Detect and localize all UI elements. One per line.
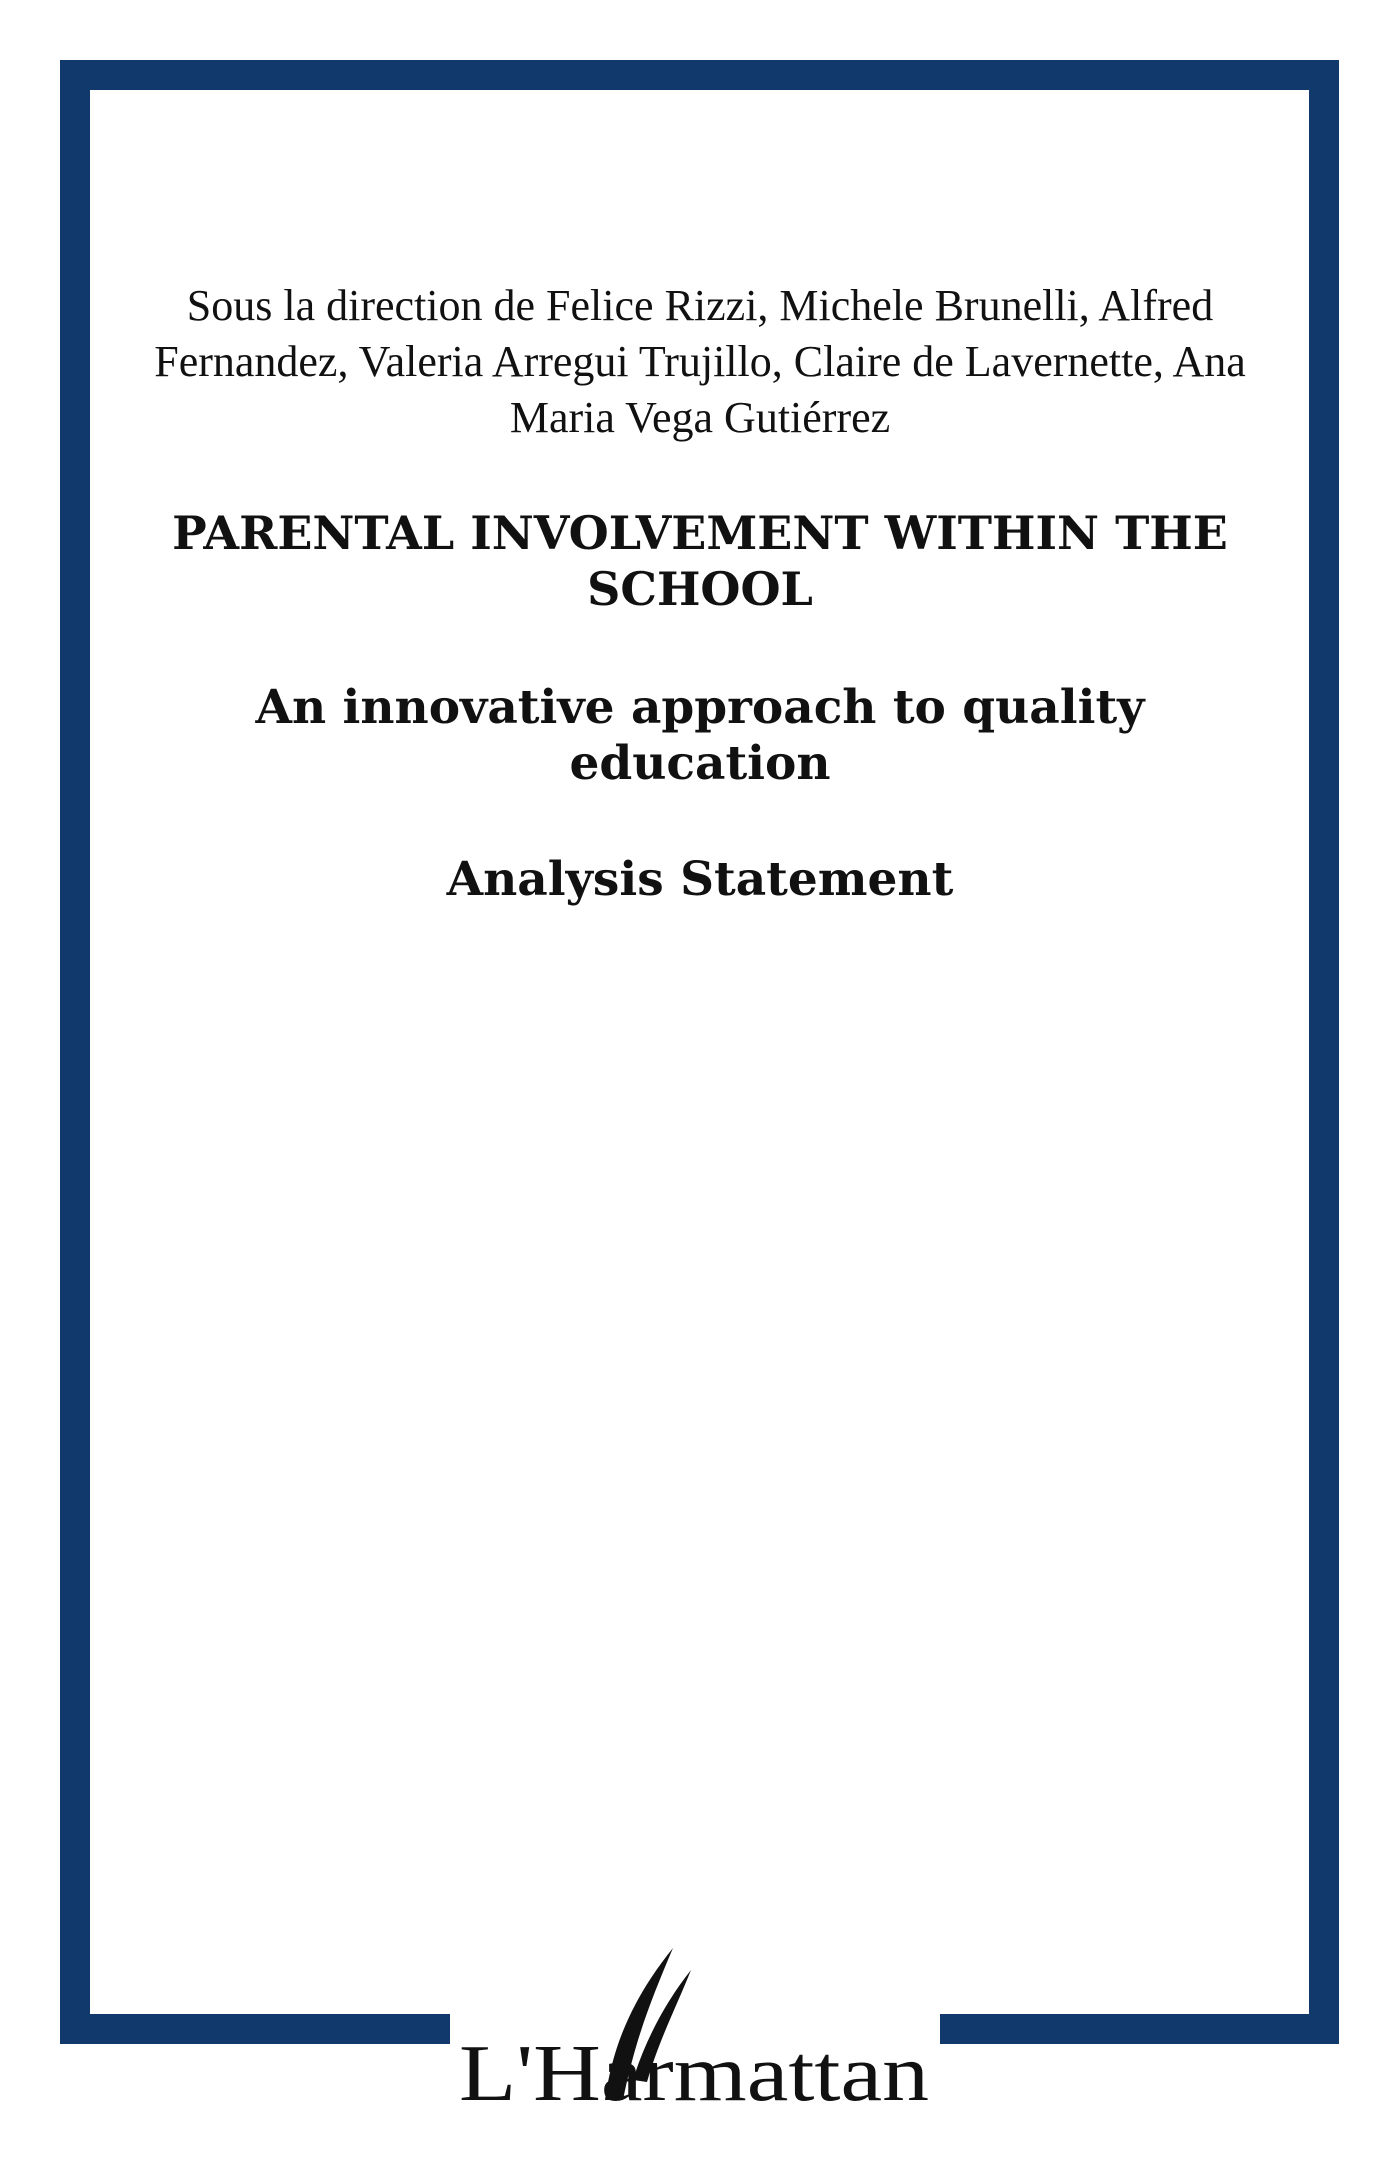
book-subtitle: An innovative approach to quality education bbox=[255, 680, 1145, 791]
book-subsubtitle: Analysis Statement bbox=[446, 852, 954, 907]
book-title: PARENTAL INVOLVEMENT WITHIN THE SCHOOL bbox=[172, 506, 1228, 616]
authors-line: Sous la direction de Felice Rizzi, Michele Brunelli, Alfred Fernandez, Valeria Arregui Trujillo, Claire de Lavernette, Ana Maria Vega Gutiérrez bbox=[154, 281, 1246, 442]
publisher-logo bbox=[455, 1940, 935, 2120]
publisher-logo-text: L'Harmattan bbox=[459, 2030, 929, 2118]
